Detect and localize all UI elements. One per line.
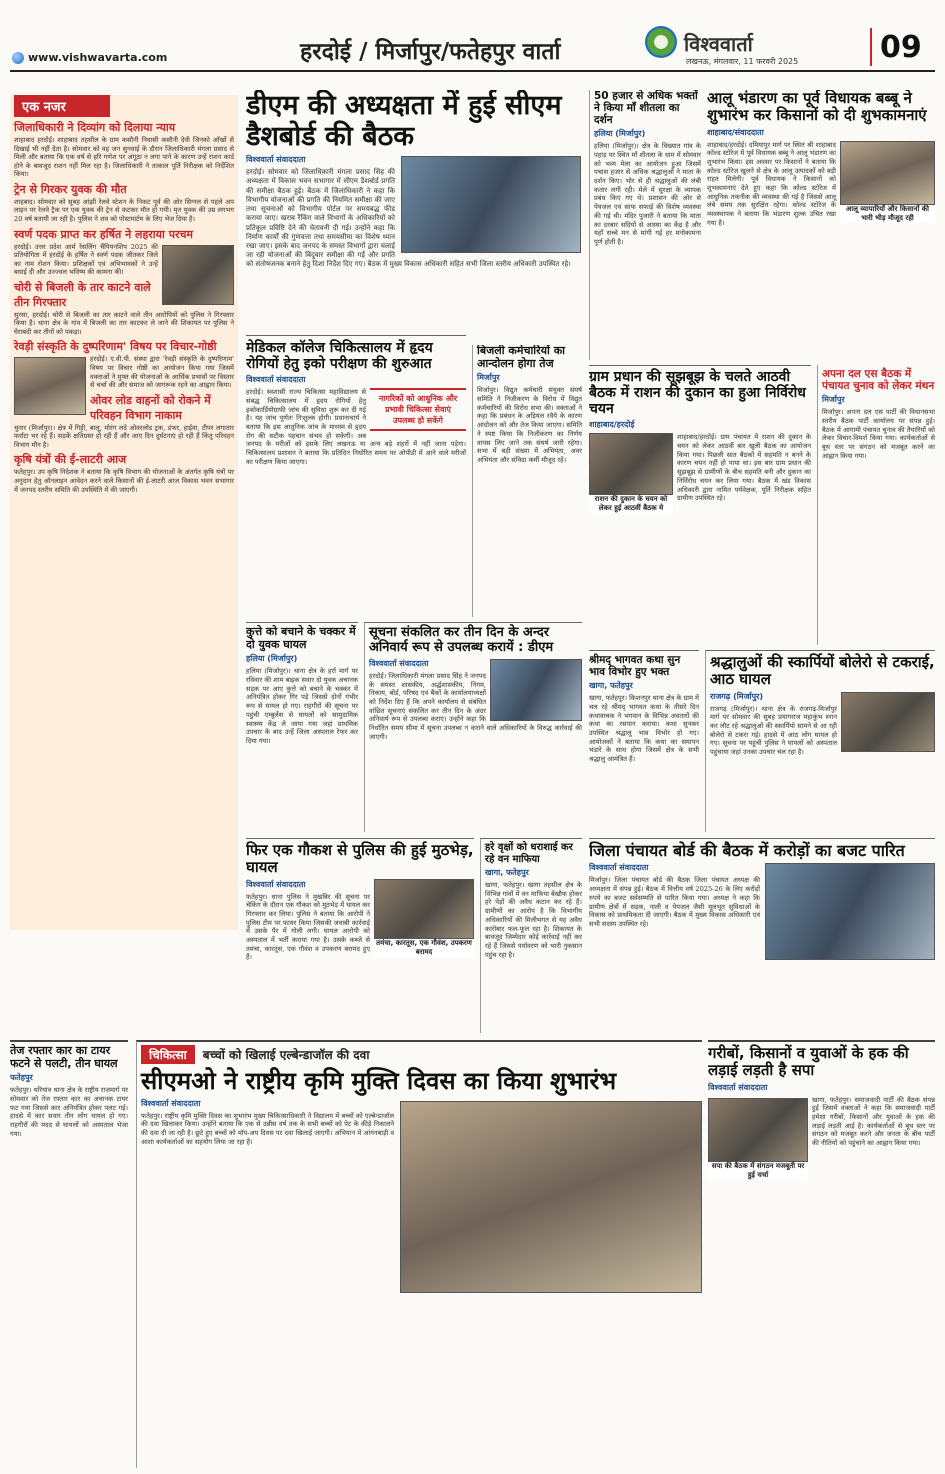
story-zila-panchayat [589,838,935,1033]
photo-with-caption [708,1098,808,1180]
story-text: हरदोई। जिलाधिकारी मंगला प्रसाद सिंह ने जनपद के समस्त शासकीय, अर्द्धशासकीय, निगम, निकाय, बोर्ड, परिषद एवं बैंकों के कार्यालयाध्यक्षों को निर्देश दिए हैं कि अपने कार्यालय से संबंधित वांछित सूचनाएं संकलित कर तीन दिन के अंदर अनिवार्य रूप से उपलब्ध कराएं। उन्होंने कहा कि निर्धारित समय सीमा में सूचना उपलब्ध न कराने वाले अधिकारियों के विरुद्ध कार्रवाई की जाएगी। [369,671,582,741]
story-credit: विश्ववार्ता संवाददाता [369,658,429,668]
brand-name: विश्ववार्ता [684,32,753,56]
page-number-divider [870,28,872,66]
story-bijli [472,345,582,617]
photo-caption: सपा की बैठक में संगठन मजबूती पर हुई चर्चा [708,1162,808,1180]
story-credit: विश्ववार्ता संवाददाता [589,863,649,873]
story-50-hazar [589,90,701,360]
story-gaukash [246,838,474,1033]
photo-caption: आलू व्यापारियों और किसानों की भारी भीड़ मौजूद रही [840,205,935,223]
panchayat-meeting-photo [765,863,935,960]
story-headline: मेडिकल कॉलेज चिकित्सालय में हृदय रोगियों हेतु इको परीक्षण की शुरुआत [246,340,433,373]
section-tag: चिकित्सा [141,1045,195,1064]
lead-story [246,90,581,328]
wrestler-photo [162,245,234,305]
ek-nazar-item [14,120,234,179]
story-headline: गरीबों, किसानों व युवाओं के हक की लड़ाई लड़ती है सपा [708,1044,909,1080]
brand-logo-icon [645,26,677,58]
story-text: हरदोई। स्वशासी राज्य चिकित्सा महाविद्यालय से संबद्ध चिकित्सालय में हृदय रोगियों हेतु इकोकार्डियोग्राफी जांच की सुविधा शुरू कर दी गई है। यह जांच पूर्णतः निःशुल्क होगी। प्रधानाचार्य ने बताया कि इस आधुनिक जांच के माध्यम से हृदय रोग की सटीक पहचान संभव हो सकेगी। अब जनपद के मरीजों को इसके लिए लखनऊ या अन्य बड़े शहरों में नहीं जाना पड़ेगा। चिकित्सालय प्रशासन ने बताया कि प्रतिदिन निर्धारित समय पर ओपीडी में आने वाले मरीजों का परीक्षण किया जाएगा। [246,388,466,466]
story-credit: मिर्जापुर [477,373,500,383]
website-url[interactable]: www.vishwavarta.com [28,51,168,64]
story-credit: खागा, फतेहपुर [589,681,633,691]
story-text: फतेहपुर। थरियांव थाना क्षेत्र के राष्ट्रीय राजमार्ग पर सोमवार को तेज रफ्तार कार का अचानक टायर फट गया जिससे कार अनियंत्रित होकर पलट गई। हादसे में कार सवार तीन लोग घायल हो गए। राहगीरों की मदद से घायलों को अस्पताल भेजा गया। [10,1086,128,1138]
story-sapa [708,1040,935,1468]
item-headline: चोरी से बिजली के तार काटने वाले तीन गिरफ्तार [14,280,151,309]
story-bolero [705,650,935,832]
ek-nazar-item [14,339,234,389]
pullquote: नागरिकों को आधुनिक और प्रभावी चिकित्सा सेवाएं उपलब्ध हो सकेंगे [370,388,466,431]
story-suchna [364,622,582,832]
story-chikitsa [136,1040,702,1468]
story-headline: श्रद्धालुओं की स्कार्पियों बोलेरो से टकराई, आठ घायल [710,653,935,689]
photo-with-caption [840,141,935,223]
story-text: खागा, फतेहपुर। किशनपुर थाना क्षेत्र के ग्राम में चल रहे श्रीमद् भागवत कथा के तीसरे दिन कथावाचक ने भगवान के विभिन्न अवतारों की कथा का रसपान कराया। कथा सुनकर उपस्थित श्रद्धालु भाव विभोर हो गए। आयोजकों ने बताया कि कथा का समापन भंडारे के साथ होगा जिसमें क्षेत्र के सभी श्रद्धालु आमंत्रित हैं। [589,694,699,764]
story-text: खागा, फतेहपुर। खागा तहसील क्षेत्र के विभिन्न गांवों में वन माफिया बेखौफ होकर हरे पेड़ों की अवैध कटान कर रहे हैं। ग्रामीणों का आरोप है कि विभागीय अधिकारियों की मिलीभगत से यह अवैध कारोबार फल-फूल रहा है। शिकायत के बावजूद जिम्मेदार कोई कार्रवाई नहीं कर रहे हैं जिससे पर्यावरण को भारी नुकसान पहुंच रहा है। [485,881,582,959]
ek-nazar-heading: एक नजर [14,95,110,117]
story-medical [246,335,466,617]
masthead-rule [10,70,935,72]
story-headline: सीएमओ ने राष्ट्रीय कृमि मुक्ति दिवस का किया शुभारंभ [141,1067,617,1095]
ek-nazar-item [14,452,234,494]
story-headline: तेज रफ्तार कार का टायर फटने से पलटी, तीन घायल [10,1044,118,1070]
section-title: हरदोई / मिर्जापुर/फतेहपुर वार्ता [300,39,561,65]
story-headline: श्रीमद् भागवत कथा सुन भाव विभोर हुए भक्त [589,654,681,679]
story-credit: शाहाबाद/हरदोई [589,420,635,430]
story-apna-dal [817,365,935,645]
ek-nazar-column [10,95,238,930]
story-text: मिर्जापुर। विद्युत कर्मचारी संयुक्त संघर्ष समिति ने निजीकरण के विरोध में विद्युत कर्मचारियों की विरोध सभा की। वक्ताओं ने कहा कि प्रबंधन के अड़ियल रवैये के कारण आंदोलन को और तेज किया जाएगा। समिति ने स्पष्ट किया कि निजीकरण का निर्णय वापस लिए जाने तक संघर्ष जारी रहेगा। सभा में बड़ी संख्या में अभियंता, अवर अभियंता और संविदा कर्मी मौजूद रहे। [477,386,582,464]
story-text: मिर्जापुर। अपना दल एस पार्टी की विधानसभा स्तरीय बैठक पार्टी कार्यालय पर संपन्न हुई। बैठक में आगामी पंचायत चुनाव की तैयारियों को लेकर विचार-विमर्श किया गया। कार्यकर्ताओं से बूथ स्तर पर संगठन को मजबूत करने का आह्वान किया गया। [822,408,935,460]
masthead [0,0,945,75]
story-headline: आलू भंडारण का पूर्व विधायक बब्बू ने शुभारंभ कर किसानों को दी शुभकामनाएं [707,90,927,125]
dateline: लखनऊ, मंगलवार, 11 फरवरी 2025 [686,57,799,66]
seminar-photo [14,357,86,415]
item-headline: ट्रेन से गिरकर युवक की मौत [14,182,127,196]
accident-photo [841,692,935,752]
story-credit: फतेहपुर [10,1073,33,1083]
page-number: 09 [880,30,922,65]
kicker: बच्चों को खिलाई एल्बेन्डाजॉल की दवा [202,1048,370,1062]
police-photo [374,879,474,939]
ek-nazar-item [14,182,234,224]
story-headline: फिर एक गौकश से पुलिस की हुई मुठभेड़, घायल [246,841,474,877]
story-text: फतेहपुर। राष्ट्रीय कृमि मुक्ति दिवस का शुभारंभ मुख्य चिकित्साधिकारी ने विद्यालय में बच्चों को एल्बेन्डाजॉल की दवा खिलाकर किया। उन्होंने बताया कि एक से उन्नीस वर्ष तक के सभी बच्चों को पेट के कीड़े निकालने की दवा दी जा रही है। छूटे हुए बच्चों को मॉप-अप दिवस पर दवा खिलाई जाएगी। अभियान में आंगनबाड़ी व आशा कार्यकर्ताओं का सहयोग लिया जा रहा है। [141,1111,394,1146]
lead-headline: डीएम की अध्यक्षता में हुई सीएम डैशबोर्ड की बैठक [246,90,562,153]
globe-icon [12,52,24,64]
item-headline: ओवर लोड वाहनों को रोकने में परिवहन विभाग नाकाम [90,393,211,422]
chikitsa-header [141,1045,702,1064]
item-text: हरदोई। ए.वी.पी. संस्था द्वारा 'रेवड़ी संस्कृति के दुष्परिणाम' विषय पर विचार गोष्ठी का आयोजन किया गया जिसमें वक्ताओं ने मुफ्त की योजनाओं के आर्थिक प्रभावों पर विस्तार से चर्चा की और समाज को जागरूक रहने का आह्वान किया। [90,355,234,390]
story-headline: अपना दल एस बैठक में पंचायत चुनाव को लेकर मंथन [822,368,935,393]
story-text: हलिया (मिर्जापुर)। थाना क्षेत्र के हर्रा मार्ग पर रविवार की शाम बाइक सवार दो युवक अचानक सड़क पर आए कुत्ते को बचाने के चक्कर में अनियंत्रित होकर गिर पड़े जिससे दोनों गंभीर रूप से घायल हो गए। राहगीरों की सूचना पर पहुंची एम्बुलेंस से घायलों को सामुदायिक स्वास्थ्य केंद्र ले जाया गया जहां प्राथमिक उपचार के बाद उन्हें जिला अस्पताल रेफर कर दिया गया। [246,667,358,745]
story-headline: बिजली कर्मचारियों का आन्दोलन होगा तेज [477,345,565,370]
story-text: मिर्जापुर। जिला पंचायत बोर्ड की बैठक जिला पंचायत अध्यक्ष की अध्यक्षता में संपन्न हुई। बैठक में वित्तीय वर्ष 2025-26 के लिए करोड़ों रुपये का बजट सर्वसम्मति से पारित किया गया। अध्यक्ष ने कहा कि ग्रामीण क्षेत्रों में सड़क, नाली व पेयजल जैसी मूलभूत सुविधाओं के विकास को प्राथमिकता दी जाएगी। बैठक में मुख्य विकास अधिकारी एवं सभी सदस्य उपस्थित रहे। [589,876,760,928]
story-headline: कुत्ते को बचाने के चक्कर में दो युवक घायल [246,625,356,651]
ek-nazar-item [14,227,234,277]
story-credit: हलिया (मिर्जापुर) [246,654,298,664]
story-text: शाहाबाद/हरदोई। दमियापुर मार्ग पर स्थित श्री शाहाबाद कोल्ड स्टोरेज में पूर्व विधायक बब्बू ने आलू भंडारण का शुभारंभ किया। इस अवसर पर किसानों ने बताया कि कोल्ड स्टोरेज खुलने से क्षेत्र के आलू उत्पादकों को बड़ी राहत मिलेगी। पूर्व विधायक ने किसानों को शुभकामनाएं देते हुए कहा कि कोल्ड स्टोरेज में आधुनिक तकनीक की व्यवस्था की गई है जिससे आलू लंबे समय तक सुरक्षित रहेगा। कोल्ड स्टोरेज के व्यवस्थापक ने बताया कि भंडारण शुल्क उचित रखा गया है। [707,140,836,227]
story-credit: शाहाबाद/संवाददाता [707,127,764,137]
party-meeting-photo [708,1098,808,1162]
item-headline: स्वर्ण पदक प्राप्त कर हर्षित ने लहराया परचम [14,227,194,241]
item-text: चुनार (मिर्जापुर)। क्षेत्र में गिट्टी, बालू, मोरंग लदे ओवरलोड ट्रक, डंफर, हाईवा, टीपर लगातार फर्राटा भर रहे हैं। सड़कें क्षतिग्रस्त हो रही हैं और आए दिन दुर्घटनाएं हो रही हैं किंतु परिवहन विभाग मौन है। [14,423,234,449]
item-text: फतेहपुर। उप कृषि निदेशक ने बताया कि कृषि विभाग की योजनाओं के अंतर्गत कृषि यंत्रों पर अनुदान हेतु ऑनलाइन आवेदन करने वाले किसानों की ई-लाटरी आज विकास भवन सभागार में जनपद स्तरीय समिति की उपस्थिति में की जाएगी। [14,468,234,494]
item-text: हरदोई। उत्तर प्रदेश आर्म रेसलिंग चैंपियनशिप 2025 की प्रतियोगिता में हरदोई के हर्षित ने स्वर्ण पदक जीतकर जिले का नाम रोशन किया। प्रशिक्षकों एवं अभिभावकों ने उन्हें बधाई दी और उज्ज्वल भविष्य की कामना की। [14,242,158,277]
story-credit: विश्ववार्ता संवाददाता [246,879,306,889]
story-headline: 50 हजार से अधिक भक्तों ने किया माँ शीतला का दर्शन [594,90,698,127]
story-credit: विश्ववार्ता संवाददाता [141,1098,201,1108]
photo-caption: राशन की दुकान के चयन को लेकर हुई आठवीं बैठक मे [589,495,673,513]
lead-credit: विश्ववार्ता संवाददाता [246,155,306,165]
story-credit: विश्ववार्ता संवाददाता [246,375,306,385]
story-text: राजगढ़ (मिर्जापुर)। थाना क्षेत्र के राजगढ़-मिर्जापुर मार्ग पर सोमवार की सुबह प्रयागराज महाकुंभ स्नान कर लौट रहे श्रद्धालुओं की स्कार्पियो सामने से आ रही बोलेरो से टकरा गई। हादसे में आठ लोग घायल हो गए। सूचना पर पहुंची पुलिस ने घायलों को अस्पताल पहुंचाया जहां उनका उपचार चल रहा है। [710,704,837,757]
story-credit: खागा, फतेहपुर [485,868,529,877]
story-text: शाहाबाद/हरदोई। ग्राम पंचायत में राशन की दुकान के चयन को लेकर आठवीं बार खुली बैठक का आयोजन किया गया। पिछली सात बैठकों में सहमति न बनने के कारण चयन नहीं हो पाया था। इस बार ग्राम प्रधान की सूझबूझ से ग्रामीणों के बीच सहमति बनी और दुकान का निर्विरोध चयन कर लिया गया। बैठक में खंड विकास अधिकारी द्वारा नामित पर्यवेक्षक, पूर्ति निरीक्षक सहित ग्रामीण उपस्थित रहे। [677,433,811,503]
story-credit: मिर्जापुर [822,395,845,405]
item-text: सुरसा, हरदोई। चोरी से बिजली का तार काटने वाले तीन आरोपियों को पुलिस ने गिरफ्तार किया है। थाना क्षेत्र के गांव में बिजली का तार काटकर ले जाने की शिकायत पर पुलिस ने घेराबंदी कर तीनों को पकड़ा। [14,310,234,336]
photo-with-caption [374,879,474,957]
story-headline: हरे वृक्षों को धराशाई कर रहे वन माफिया [485,842,573,865]
story-credit: राजगढ़ (मिर्जापुर) [710,691,764,701]
photo-caption: तमंचा, कारतूस, एक गौवंश, उपकरण बरामद [374,939,474,957]
story-text: हलिया (मिर्जापुर)। क्षेत्र के विख्यात गांव के पहाड़ पर स्थित माँ शीतला के धाम में सोमवार को भव्य मेला का आयोजन हुआ जिसमें पचास हजार से अधिक श्रद्धालुओं ने माता के दर्शन किए। भोर से ही श्रद्धालुओं की लंबी कतार लगी रही। मेले में सुरक्षा के व्यापक प्रबंध किए गए थे। प्रशासन की ओर से पेयजल एवं साफ सफाई की विशेष व्यवस्था की गई थी। मंदिर पुजारी ने बताया कि माता का दरबार सदियों से आस्था का केंद्र है और यहाँ सच्चे मन से मांगी गई हर मनोकामना पूर्ण होती है। [594,142,701,246]
cold-storage-photo [840,141,935,205]
school-children-photo [400,1101,702,1293]
officials-photo [490,659,582,721]
story-vriksh [480,838,582,1033]
story-headline: जिला पंचायत बोर्ड की बैठक में करोड़ों का बजट पारित [589,841,905,860]
item-headline: कृषि यंत्रों की ई-लाटरी आज [14,453,127,467]
story-bhagwat [589,650,699,832]
item-text: शाहबाद। सोमवार को सुबह आंझी रेलवे स्टेशन के निकट पूर्व की ओर सिग्नल से पहले अप लाइन पर रेलवे ट्रैक पर एक युवक की ट्रेन से कटकर मौत हो गयी। मृत युवक की उम्र लगभग 20 वर्ष बतायी जा रही है। पुलिस ने शव को पोस्टमार्टम के लिए भेज दिया है। [14,197,234,223]
story-headline: सूचना संकलित कर तीन दिन के अन्दर अनिवार्य रूप से उपलब्ध करायें : डीएम [369,625,554,655]
story-credit: हलिया (मिर्जापुर) [594,129,646,139]
item-text: शाहाबाद हरदोई। शाहाबाद तहसील के ग्राम कसौनी निवासी कसौनी देवी जिनको आँखों से दिखाई भी नहीं देता है। सोमवार को वह जन सुनवाई के दौरान जिलाधिकारी मंगला प्रसाद से मिली और बताया कि एक वर्ष से हरि गणेश पर अंगूठा न लगा पाने के कारण उन्हें राशन कार्ड होने के बावजूद राशन नहीं मिल रहा है। जिलाधिकारी ने तत्काल पूर्ति निरीक्षक को निर्देशित किया। [14,136,234,179]
story-headline: ग्राम प्रधान की सूझबूझ के चलते आठवी बैठक में राशन की दुकान का हुआ निर्विरोध चयन [589,369,806,418]
story-gram-pradhan [589,365,811,645]
story-credit: विश्ववार्ता संवाददाता [708,1082,768,1092]
story-aalu [707,90,935,355]
story-tyre [10,1040,128,1468]
meeting-photo [401,156,581,253]
story-text: खागा, फतेहपुर। समाजवादी पार्टी की बैठक संपन्न हुई जिसमें वक्ताओं ने कहा कि समाजवादी पार्टी हमेशा गरीबों, किसानों और युवाओं के हक की लड़ाई लड़ती आई है। कार्यकर्ताओं से बूथ स्तर पर संगठन को मजबूत करने और जनता के बीच पार्टी की नीतियों को पहुंचाने का आह्वान किया गया। [812,1095,935,1148]
story-text: फतेहपुर। थाना पुलिस ने मुखबिर की सूचना पर चेकिंग के दौरान एक गौकश को मुठभेड़ में घायल कर गिरफ्तार कर लिया। पुलिस ने बताया कि आरोपी ने पुलिस टीम पर फायर किया जिसकी जवाबी कार्रवाई में उसके पैर में गोली लगी। घायल आरोपी को अस्पताल में भर्ती कराया गया है। उसके कब्जे से तमंचा, कारतूस, एक गौवंश व उपकरण बरामद हुए हैं। [246,892,370,962]
item-headline: जिलाधिकारी ने दिव्यांग को दिलाया न्याय [14,121,176,134]
item-headline: रेवड़ी संस्कृति के दुष्परिणाम' विषय पर विचार-गोष्ठी [14,340,217,354]
meeting-photo [589,433,673,495]
photo-with-caption [589,433,673,513]
lead-text: हरदोई। सोमवार को जिलाधिकारी मंगला प्रसाद सिंह की अध्यक्षता में विकास भवन सभागार में सीएम डैशबोर्ड प्रगति की समीक्षा बैठक हुई। बैठक में जिलाधिकारी ने कहा कि विभागीय योजनाओं की प्रगति की नियमित समीक्षा की जाए तथा सूचनाओं को विभागीय पोर्टल पर समयबद्ध फीड कराया जाए। खराब रैंकिंग वाले विभागों के अधिकारियों को प्रतिकूल प्रविष्टि देने की चेतावनी दी गई। उन्होंने कहा कि निर्माण कार्यों की गुणवत्ता तथा समयसीमा का विशेष ध्यान रखा जाए। इसके बाद जनपद के समस्त विभागों द्वारा चलाई जा रही योजनाओं की बिंदुवार समीक्षा की गई और प्रगति को संतोषजनक बनाने हेतु दिशा निर्देश दिए गए। बैठक में मुख्य विकास अधिकारी सहित सभी जिला स्तरीय अधिकारी उपस्थित रहे। [246,168,571,269]
story-kutte [246,622,358,832]
